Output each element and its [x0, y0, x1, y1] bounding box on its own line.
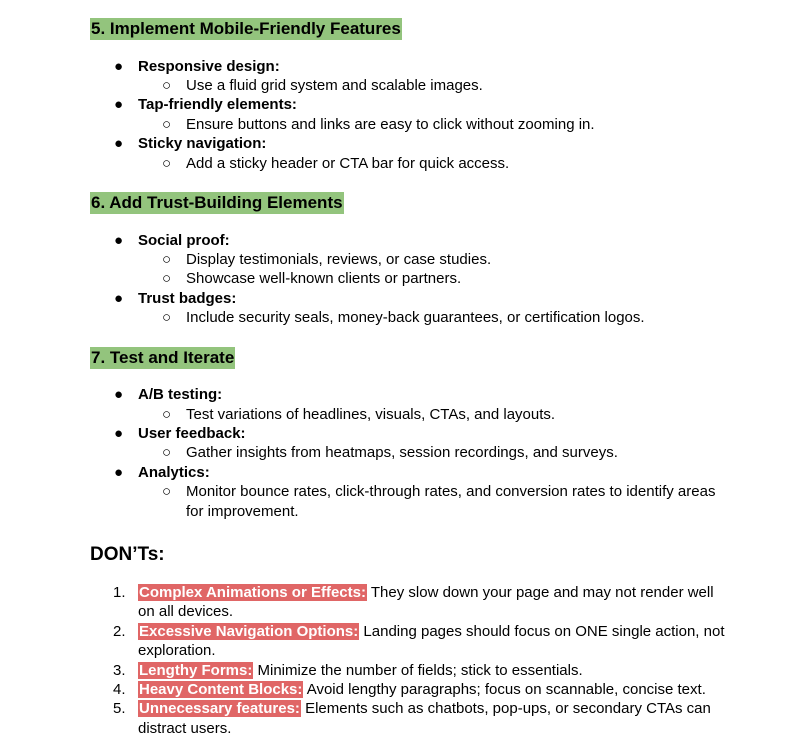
sub-bullet-circle: ○ — [162, 444, 172, 461]
dont-item — [138, 622, 725, 641]
sub-bullet-text: Use a fluid grid system and scalable images. — [186, 77, 483, 94]
section-heading: 6. Add Trust-Building Elements — [91, 193, 343, 212]
sub-bullet-circle: ○ — [162, 309, 172, 326]
list-number: 3. — [113, 662, 126, 679]
bullet-dot: ● — [114, 290, 124, 307]
dont-item — [138, 699, 711, 718]
sub-bullet-text: Gather insights from heatmaps, session recordings, and surveys. — [186, 444, 618, 461]
bullet-label: Trust badges: — [138, 290, 237, 307]
bullet-label: Tap-friendly elements: — [138, 96, 297, 113]
sub-bullet-circle: ○ — [162, 483, 172, 500]
bullet-label: Social proof: — [138, 232, 230, 249]
sub-bullet-circle: ○ — [162, 77, 172, 94]
list-number: 2. — [113, 623, 126, 640]
sub-bullet-circle: ○ — [162, 406, 172, 423]
dont-text-continued: on all devices. — [138, 603, 234, 620]
sub-bullet-circle: ○ — [162, 251, 172, 268]
bullet-dot: ● — [114, 58, 124, 75]
bullet-dot: ● — [114, 96, 124, 113]
sub-bullet-circle: ○ — [162, 155, 172, 172]
bullet-label: Sticky navigation: — [138, 135, 267, 152]
sub-bullet-text: Add a sticky header or CTA bar for quick access. — [186, 155, 510, 172]
sub-bullet-text: Display testimonials, reviews, or case studies. — [186, 251, 492, 268]
dont-text-continued: distract users. — [138, 720, 232, 737]
dont-tag: Complex Animations or Effects: — [139, 584, 366, 601]
bullet-label: User feedback: — [138, 425, 246, 442]
sub-bullet-text-continued: for improvement. — [186, 503, 299, 520]
bullet-dot: ● — [114, 386, 124, 403]
sub-bullet-circle: ○ — [162, 116, 172, 133]
sub-bullet-text: Include security seals, money-back guarantees, or certification logos. — [186, 309, 645, 326]
dont-item — [138, 680, 706, 699]
dont-text: They slow down your page and may not render well — [366, 584, 714, 601]
dont-text: Avoid lengthy paragraphs; focus on scannable, concise text. — [303, 681, 706, 698]
section-heading: 5. Implement Mobile-Friendly Features — [91, 19, 401, 38]
bullet-dot: ● — [114, 464, 124, 481]
list-number: 1. — [113, 584, 126, 601]
donts-heading: DON’Ts: — [90, 544, 165, 565]
sub-bullet-circle: ○ — [162, 270, 172, 287]
sub-bullet-text: Ensure buttons and links are easy to click without zooming in. — [186, 116, 595, 133]
bullet-label: Responsive design: — [138, 58, 280, 75]
list-number: 4. — [113, 681, 126, 698]
sub-bullet-text: Showcase well-known clients or partners. — [186, 270, 462, 287]
dont-text: Minimize the number of fields; stick to essentials. — [253, 662, 583, 679]
bullet-dot: ● — [114, 425, 124, 442]
dont-item — [138, 661, 583, 680]
dont-text-continued: exploration. — [138, 642, 216, 659]
sub-bullet-text: Test variations of headlines, visuals, CTAs, and layouts. — [186, 406, 556, 423]
dont-tag: Unnecessary features: — [139, 700, 300, 717]
dont-text: Elements such as chatbots, pop-ups, or secondary CTAs can — [300, 700, 711, 717]
dont-text: Landing pages should focus on ONE single action, not — [359, 623, 725, 640]
bullet-dot: ● — [114, 135, 124, 152]
dont-tag: Excessive Navigation Options: — [139, 623, 359, 640]
dont-tag: Lengthy Forms: — [139, 662, 253, 679]
section-heading: 7. Test and Iterate — [91, 348, 235, 367]
dont-item — [138, 583, 714, 602]
bullet-label: A/B testing: — [138, 386, 223, 403]
dont-tag: Heavy Content Blocks: — [139, 681, 303, 698]
bullet-dot: ● — [114, 232, 124, 249]
sub-bullet-text: Monitor bounce rates, click-through rates, and conversion rates to identify areas — [186, 483, 716, 500]
bullet-label: Analytics: — [138, 464, 210, 481]
list-number: 5. — [113, 700, 126, 717]
